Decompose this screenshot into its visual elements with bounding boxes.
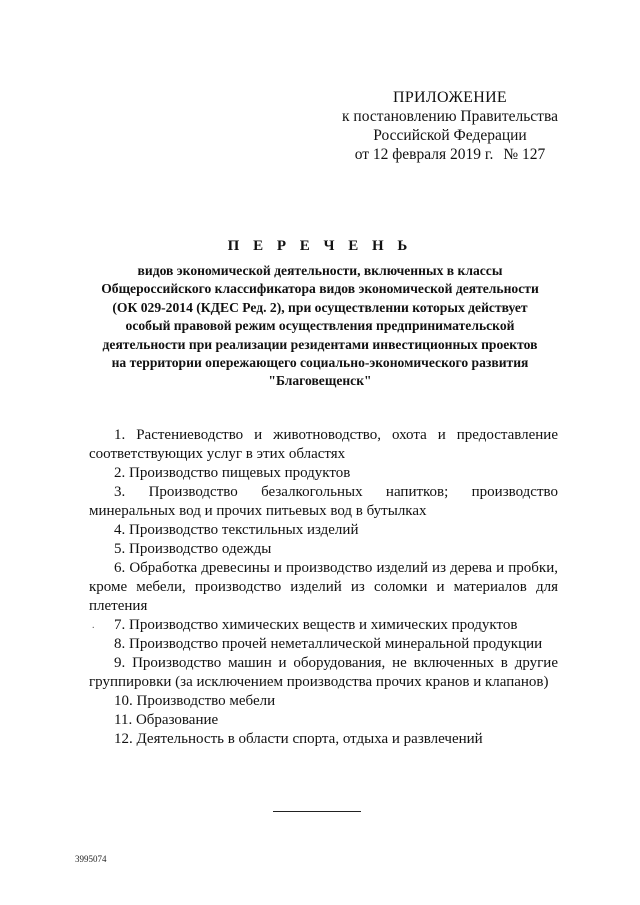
list-item: 6. Обработка древесины и производство изделий из дерева и пробки, кроме мебели, производство изделий из соломки и материалов для плетения [89,560,558,614]
list-item: 11. Образование [114,712,219,728]
list-item: 3. Производство безалкогольных напитков; производство минеральных вод и прочих питьевых вод в бутылках [89,484,558,519]
subtitle-line: на территории опережающего социально-экономического развития [111,355,529,371]
list-item: 5. Производство одежды [114,541,272,557]
decree-number: № 127 [503,146,546,163]
appendix-header [330,88,570,164]
subtitle-line: Общероссийского классификатора видов экономической деятельности [101,281,539,297]
subtitle-line: (ОК 029-2014 (КДЕС Ред. 2), при осуществлении которых действует [112,299,528,315]
appendix-line-date [330,145,570,164]
list-subtitle [60,262,580,391]
appendix-line-federation: Российской Федерации [373,127,527,144]
subtitle-line: видов экономической деятельности, включенных в классы [137,263,503,278]
appendix-title: ПРИЛОЖЕНИЕ [392,89,507,106]
list-item: 8. Производство прочей неметаллической минеральной продукции [114,636,543,652]
list-title: П Е Р Е Ч Е Н Ь [227,238,413,254]
subtitle-line: особый правовой режим осуществления предпринимательской [125,318,515,334]
appendix-line-decree: к постановлению Правительства [342,108,558,125]
list-item [89,616,558,635]
list-item: 4. Производство текстильных изделий [114,522,359,538]
end-separator-line [273,811,361,812]
subtitle-line: "Благовещенск" [268,373,372,389]
decree-date: от 12 февраля 2019 г. [354,146,494,163]
list-item-text: 7. Производство химических веществ и химических продуктов [114,617,518,633]
list-item: 2. Производство пищевых продуктов [114,465,351,481]
document-code: 3995074 [75,854,107,864]
list-item: 1. Растениеводство и животноводство, охота и предоставление соответствующих услуг в этих областях [89,427,558,462]
list-item: 9. Производство машин и оборудования, не включенных в другие группировки (за исключением производства прочих кранов и клапанов) [89,655,558,690]
activity-list [89,426,558,749]
stray-mark: . [92,620,95,631]
list-item: 10. Производство мебели [114,693,276,709]
list-item: 12. Деятельность в области спорта, отдыха и развлечений [114,731,483,747]
subtitle-line: деятельности при реализации резидентами инвестиционных проектов [102,336,538,352]
